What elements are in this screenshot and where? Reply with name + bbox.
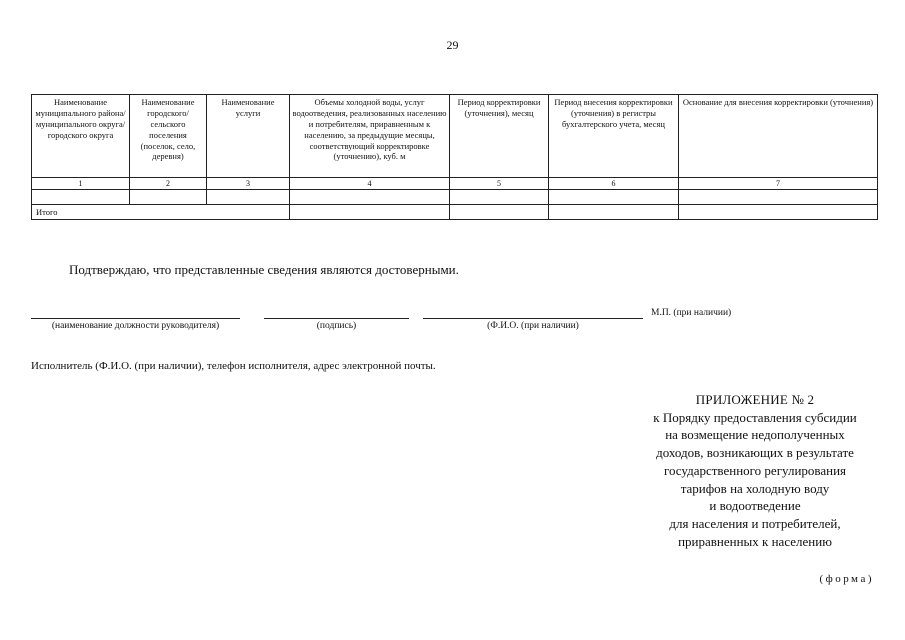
- executor-text: Исполнитель (Ф.И.О. (при наличии), телефон исполнителя, адрес электронной почты.: [31, 360, 436, 372]
- table-cell: [290, 190, 450, 205]
- table-cell: [290, 205, 450, 220]
- header-entry-period: Период внесения корректировки (уточнения) в регистры бухгалтерского учета, месяц: [549, 95, 679, 178]
- column-number: 2: [130, 178, 207, 190]
- stamp-label: М.П. (при наличии): [651, 308, 732, 318]
- total-row: [32, 205, 878, 220]
- header-settlement: Наименование городского/ сельского поселения (поселок, село, деревня): [130, 95, 207, 178]
- appendix-line: доходов, возникающих в результате: [656, 445, 854, 461]
- table-cell: [450, 205, 549, 220]
- column-number-row: [32, 178, 878, 190]
- appendix-block: [600, 391, 905, 550]
- total-label: Итого: [32, 205, 290, 220]
- header-correction-basis: Основание для внесения корректировки (уточнения): [679, 95, 878, 178]
- name-caption: (Ф.И.О. (при наличии): [487, 321, 579, 331]
- table-cell: [549, 190, 679, 205]
- header-volumes: Объемы холодной воды, услуг водоотведения, реализованных населению и потребителям, приравненным к населению, за предыдущие месяцы, соответствующий корректировке (уточнению), куб. м: [290, 95, 450, 178]
- table-cell: [130, 190, 207, 205]
- header-service: Наименование услуги: [207, 95, 290, 178]
- appendix-line: приравненных к населению: [678, 533, 832, 549]
- table-cell: [549, 205, 679, 220]
- appendix-line: и водоотведение: [709, 498, 801, 514]
- table-header-row: [32, 95, 878, 178]
- sign-caption: (подпись): [316, 321, 357, 331]
- appendix-line: к Порядку предоставления субсидии: [653, 409, 857, 425]
- table-cell: [450, 190, 549, 205]
- name-signature-line: [423, 318, 643, 319]
- column-number: 5: [450, 178, 549, 190]
- sign-signature-line: [264, 318, 409, 319]
- table-cell: [679, 190, 878, 205]
- report-table: [31, 94, 878, 220]
- page-number: 29: [446, 38, 459, 52]
- column-number: 7: [679, 178, 878, 190]
- header-district: Наименование муниципального района/ муниципального округа/ городского округа: [32, 95, 130, 178]
- table-row: [32, 190, 878, 205]
- column-number: 1: [32, 178, 130, 190]
- table-cell: [679, 205, 878, 220]
- appendix-line: для населения и потребителей,: [669, 515, 841, 531]
- form-label: (форма): [819, 573, 874, 585]
- appendix-line: на возмещение недополученных: [665, 427, 845, 443]
- header-correction-period: Период корректировки (уточнения), месяц: [450, 95, 549, 178]
- appendix-title: ПРИЛОЖЕНИЕ № 2: [695, 392, 815, 407]
- position-signature-line: [31, 318, 240, 319]
- position-caption: (наименование должности руководителя): [51, 321, 220, 331]
- appendix-line: тарифов на холодную воду: [680, 480, 830, 496]
- appendix-line: государственного регулирования: [663, 462, 847, 478]
- column-number: 3: [207, 178, 290, 190]
- column-number: 6: [549, 178, 679, 190]
- table-cell: [32, 190, 130, 205]
- table-cell: [207, 190, 290, 205]
- confirmation-text: Подтверждаю, что представленные сведения являются достоверными.: [69, 262, 459, 277]
- column-number: 4: [290, 178, 450, 190]
